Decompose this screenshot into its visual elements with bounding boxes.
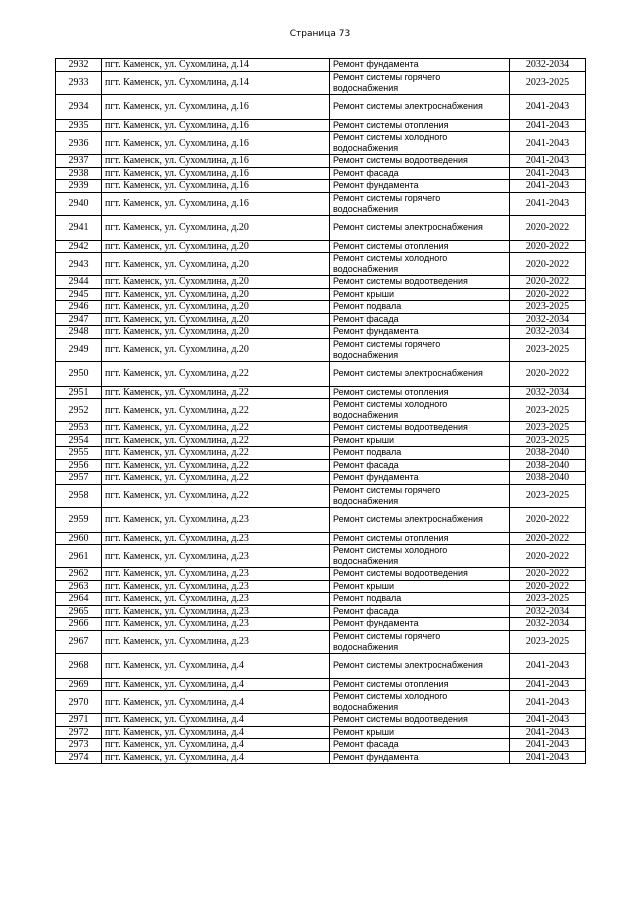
period-cell: 2032-2034 <box>510 605 586 618</box>
row-number-cell: 2944 <box>56 276 102 289</box>
work-type-cell: Ремонт системы водоотведения <box>330 422 510 435</box>
work-type-cell: Ремонт системы отопления <box>330 532 510 545</box>
period-cell: 2020-2022 <box>510 361 586 386</box>
table-row <box>56 568 586 581</box>
address-cell: пгт. Каменск, ул. Сухомлина, д.20 <box>102 276 330 289</box>
table-row <box>56 192 586 215</box>
address-cell: пгт. Каменск, ул. Сухомлина, д.16 <box>102 192 330 215</box>
table-row <box>56 59 586 72</box>
address-cell: пгт. Каменск, ул. Сухомлина, д.22 <box>102 434 330 447</box>
work-type-cell: Ремонт фундамента <box>330 618 510 631</box>
work-type-cell: Ремонт крыши <box>330 580 510 593</box>
row-number-cell: 2948 <box>56 326 102 339</box>
address-cell: пгт. Каменск, ул. Сухомлина, д.16 <box>102 94 330 119</box>
address-cell: пгт. Каменск, ул. Сухомлина, д.20 <box>102 313 330 326</box>
row-number-cell: 2938 <box>56 167 102 180</box>
row-number-cell: 2962 <box>56 568 102 581</box>
row-number-cell: 2933 <box>56 71 102 94</box>
period-cell: 2032-2034 <box>510 326 586 339</box>
period-cell: 2020-2022 <box>510 240 586 253</box>
address-cell: пгт. Каменск, ул. Сухомлина, д.22 <box>102 422 330 435</box>
period-cell: 2032-2034 <box>510 313 586 326</box>
work-type-cell: Ремонт подвала <box>330 593 510 606</box>
address-cell: пгт. Каменск, ул. Сухомлина, д.20 <box>102 301 330 314</box>
period-cell: 2023-2025 <box>510 71 586 94</box>
table-row <box>56 726 586 739</box>
table-row <box>56 215 586 240</box>
table-row <box>56 253 586 276</box>
row-number-cell: 2932 <box>56 59 102 72</box>
work-type-cell: Ремонт системы водоотведения <box>330 155 510 168</box>
work-type-cell: Ремонт системы отопления <box>330 386 510 399</box>
period-cell: 2041-2043 <box>510 192 586 215</box>
work-type-cell: Ремонт фундамента <box>330 59 510 72</box>
work-type-cell: Ремонт фасада <box>330 459 510 472</box>
table-row <box>56 155 586 168</box>
address-cell: пгт. Каменск, ул. Сухомлина, д.22 <box>102 484 330 507</box>
table-row <box>56 399 586 422</box>
table-row <box>56 459 586 472</box>
period-cell: 2041-2043 <box>510 653 586 678</box>
work-type-cell: Ремонт фундамента <box>330 472 510 485</box>
period-cell: 2023-2025 <box>510 422 586 435</box>
work-type-cell: Ремонт системы горячего водоснабжения <box>330 484 510 507</box>
work-type-cell: Ремонт системы электроснабжения <box>330 653 510 678</box>
period-cell: 2032-2034 <box>510 618 586 631</box>
row-number-cell: 2947 <box>56 313 102 326</box>
period-cell: 2023-2025 <box>510 630 586 653</box>
work-type-cell: Ремонт системы холодного водоснабжения <box>330 545 510 568</box>
table-row <box>56 71 586 94</box>
table-row <box>56 678 586 691</box>
period-cell: 2041-2043 <box>510 94 586 119</box>
table-row <box>56 630 586 653</box>
work-type-cell: Ремонт системы холодного водоснабжения <box>330 691 510 714</box>
work-type-cell: Ремонт системы водоотведения <box>330 568 510 581</box>
period-cell: 2023-2025 <box>510 338 586 361</box>
row-number-cell: 2943 <box>56 253 102 276</box>
table-row <box>56 276 586 289</box>
work-type-cell: Ремонт системы горячего водоснабжения <box>330 630 510 653</box>
address-cell: пгт. Каменск, ул. Сухомлина, д.22 <box>102 361 330 386</box>
period-cell: 2020-2022 <box>510 288 586 301</box>
period-cell: 2032-2034 <box>510 59 586 72</box>
row-number-cell: 2961 <box>56 545 102 568</box>
address-cell: пгт. Каменск, ул. Сухомлина, д.20 <box>102 326 330 339</box>
row-number-cell: 2966 <box>56 618 102 631</box>
work-type-cell: Ремонт фундамента <box>330 326 510 339</box>
table-row <box>56 714 586 727</box>
period-cell: 2023-2025 <box>510 399 586 422</box>
period-cell: 2020-2022 <box>510 568 586 581</box>
work-type-cell: Ремонт системы холодного водоснабжения <box>330 399 510 422</box>
address-cell: пгт. Каменск, ул. Сухомлина, д.4 <box>102 739 330 752</box>
address-cell: пгт. Каменск, ул. Сухомлина, д.23 <box>102 568 330 581</box>
period-cell: 2032-2034 <box>510 386 586 399</box>
period-cell: 2020-2022 <box>510 507 586 532</box>
address-cell: пгт. Каменск, ул. Сухомлина, д.20 <box>102 288 330 301</box>
address-cell: пгт. Каменск, ул. Сухомлина, д.23 <box>102 532 330 545</box>
row-number-cell: 2935 <box>56 119 102 132</box>
work-type-cell: Ремонт подвала <box>330 301 510 314</box>
period-cell: 2041-2043 <box>510 714 586 727</box>
row-number-cell: 2934 <box>56 94 102 119</box>
address-cell: пгт. Каменск, ул. Сухомлина, д.4 <box>102 751 330 764</box>
period-cell: 2023-2025 <box>510 593 586 606</box>
row-number-cell: 2958 <box>56 484 102 507</box>
row-number-cell: 2968 <box>56 653 102 678</box>
table-row <box>56 313 586 326</box>
table-row <box>56 167 586 180</box>
table-row <box>56 338 586 361</box>
address-cell: пгт. Каменск, ул. Сухомлина, д.4 <box>102 678 330 691</box>
row-number-cell: 2972 <box>56 726 102 739</box>
address-cell: пгт. Каменск, ул. Сухомлина, д.16 <box>102 155 330 168</box>
work-type-cell: Ремонт системы электроснабжения <box>330 361 510 386</box>
address-cell: пгт. Каменск, ул. Сухомлина, д.23 <box>102 618 330 631</box>
address-cell: пгт. Каменск, ул. Сухомлина, д.20 <box>102 253 330 276</box>
work-type-cell: Ремонт системы отопления <box>330 678 510 691</box>
table-row <box>56 605 586 618</box>
row-number-cell: 2946 <box>56 301 102 314</box>
period-cell: 2038-2040 <box>510 472 586 485</box>
work-type-cell: Ремонт системы горячего водоснабжения <box>330 71 510 94</box>
period-cell: 2041-2043 <box>510 739 586 752</box>
period-cell: 2041-2043 <box>510 119 586 132</box>
period-cell: 2020-2022 <box>510 276 586 289</box>
table-row <box>56 484 586 507</box>
row-number-cell: 2970 <box>56 691 102 714</box>
table-row <box>56 240 586 253</box>
work-type-cell: Ремонт системы электроснабжения <box>330 507 510 532</box>
table-row <box>56 94 586 119</box>
table-row <box>56 119 586 132</box>
work-type-cell: Ремонт крыши <box>330 726 510 739</box>
address-cell: пгт. Каменск, ул. Сухомлина, д.14 <box>102 59 330 72</box>
table-body <box>56 59 586 764</box>
row-number-cell: 2951 <box>56 386 102 399</box>
address-cell: пгт. Каменск, ул. Сухомлина, д.20 <box>102 240 330 253</box>
table-row <box>56 326 586 339</box>
row-number-cell: 2959 <box>56 507 102 532</box>
period-cell: 2020-2022 <box>510 545 586 568</box>
work-type-cell: Ремонт фасада <box>330 167 510 180</box>
table-row <box>56 739 586 752</box>
table-row <box>56 532 586 545</box>
row-number-cell: 2950 <box>56 361 102 386</box>
address-cell: пгт. Каменск, ул. Сухомлина, д.4 <box>102 726 330 739</box>
table-row <box>56 580 586 593</box>
table-row <box>56 545 586 568</box>
period-cell: 2020-2022 <box>510 580 586 593</box>
address-cell: пгт. Каменск, ул. Сухомлина, д.22 <box>102 386 330 399</box>
period-cell: 2038-2040 <box>510 447 586 460</box>
row-number-cell: 2939 <box>56 180 102 193</box>
period-cell: 2041-2043 <box>510 155 586 168</box>
table-row <box>56 653 586 678</box>
row-number-cell: 2953 <box>56 422 102 435</box>
address-cell: пгт. Каменск, ул. Сухомлина, д.22 <box>102 459 330 472</box>
row-number-cell: 2949 <box>56 338 102 361</box>
page-number-label: Страница 73 <box>289 29 351 39</box>
table-row <box>56 618 586 631</box>
period-cell: 2023-2025 <box>510 434 586 447</box>
work-type-cell: Ремонт подвала <box>330 447 510 460</box>
period-cell: 2041-2043 <box>510 751 586 764</box>
address-cell: пгт. Каменск, ул. Сухомлина, д.23 <box>102 630 330 653</box>
table-row <box>56 593 586 606</box>
address-cell: пгт. Каменск, ул. Сухомлина, д.22 <box>102 399 330 422</box>
work-type-cell: Ремонт фасада <box>330 313 510 326</box>
work-type-cell: Ремонт системы водоотведения <box>330 276 510 289</box>
table-row <box>56 288 586 301</box>
work-type-cell: Ремонт системы электроснабжения <box>330 94 510 119</box>
table-row <box>56 361 586 386</box>
table-row <box>56 507 586 532</box>
address-cell: пгт. Каменск, ул. Сухомлина, д.16 <box>102 167 330 180</box>
address-cell: пгт. Каменск, ул. Сухомлина, д.4 <box>102 653 330 678</box>
row-number-cell: 2952 <box>56 399 102 422</box>
period-cell: 2023-2025 <box>510 301 586 314</box>
row-number-cell: 2954 <box>56 434 102 447</box>
table-row <box>56 422 586 435</box>
address-cell: пгт. Каменск, ул. Сухомлина, д.14 <box>102 71 330 94</box>
table-row <box>56 472 586 485</box>
work-type-cell: Ремонт системы горячего водоснабжения <box>330 338 510 361</box>
work-type-cell: Ремонт фундамента <box>330 180 510 193</box>
period-cell: 2041-2043 <box>510 167 586 180</box>
address-cell: пгт. Каменск, ул. Сухомлина, д.23 <box>102 580 330 593</box>
row-number-cell: 2936 <box>56 132 102 155</box>
row-number-cell: 2945 <box>56 288 102 301</box>
address-cell: пгт. Каменск, ул. Сухомлина, д.22 <box>102 447 330 460</box>
row-number-cell: 2974 <box>56 751 102 764</box>
period-cell: 2023-2025 <box>510 484 586 507</box>
work-type-cell: Ремонт системы электроснабжения <box>330 215 510 240</box>
work-type-cell: Ремонт системы холодного водоснабжения <box>330 253 510 276</box>
work-type-cell: Ремонт системы горячего водоснабжения <box>330 192 510 215</box>
row-number-cell: 2941 <box>56 215 102 240</box>
work-type-cell: Ремонт системы отопления <box>330 119 510 132</box>
work-type-cell: Ремонт системы водоотведения <box>330 714 510 727</box>
table-row <box>56 447 586 460</box>
row-number-cell: 2963 <box>56 580 102 593</box>
period-cell: 2041-2043 <box>510 678 586 691</box>
row-number-cell: 2960 <box>56 532 102 545</box>
row-number-cell: 2971 <box>56 714 102 727</box>
row-number-cell: 2973 <box>56 739 102 752</box>
table-row <box>56 434 586 447</box>
table-row <box>56 386 586 399</box>
work-type-cell: Ремонт системы холодного водоснабжения <box>330 132 510 155</box>
work-type-cell: Ремонт фасада <box>330 739 510 752</box>
period-cell: 2020-2022 <box>510 215 586 240</box>
address-cell: пгт. Каменск, ул. Сухомлина, д.4 <box>102 714 330 727</box>
row-number-cell: 2969 <box>56 678 102 691</box>
period-cell: 2038-2040 <box>510 459 586 472</box>
work-type-cell: Ремонт крыши <box>330 434 510 447</box>
address-cell: пгт. Каменск, ул. Сухомлина, д.23 <box>102 605 330 618</box>
repair-schedule-table <box>55 58 586 764</box>
table-row <box>56 691 586 714</box>
period-cell: 2020-2022 <box>510 532 586 545</box>
period-cell: 2041-2043 <box>510 691 586 714</box>
work-type-cell: Ремонт крыши <box>330 288 510 301</box>
address-cell: пгт. Каменск, ул. Сухомлина, д.22 <box>102 472 330 485</box>
address-cell: пгт. Каменск, ул. Сухомлина, д.23 <box>102 593 330 606</box>
address-cell: пгт. Каменск, ул. Сухомлина, д.23 <box>102 545 330 568</box>
row-number-cell: 2957 <box>56 472 102 485</box>
row-number-cell: 2940 <box>56 192 102 215</box>
address-cell: пгт. Каменск, ул. Сухомлина, д.4 <box>102 691 330 714</box>
table-row <box>56 301 586 314</box>
address-cell: пгт. Каменск, ул. Сухомлина, д.16 <box>102 180 330 193</box>
address-cell: пгт. Каменск, ул. Сухомлина, д.20 <box>102 215 330 240</box>
period-cell: 2041-2043 <box>510 132 586 155</box>
period-cell: 2020-2022 <box>510 253 586 276</box>
row-number-cell: 2955 <box>56 447 102 460</box>
address-cell: пгт. Каменск, ул. Сухомлина, д.23 <box>102 507 330 532</box>
row-number-cell: 2964 <box>56 593 102 606</box>
work-type-cell: Ремонт фундамента <box>330 751 510 764</box>
row-number-cell: 2965 <box>56 605 102 618</box>
table-row <box>56 751 586 764</box>
row-number-cell: 2956 <box>56 459 102 472</box>
work-type-cell: Ремонт системы отопления <box>330 240 510 253</box>
work-type-cell: Ремонт фасада <box>330 605 510 618</box>
row-number-cell: 2937 <box>56 155 102 168</box>
row-number-cell: 2967 <box>56 630 102 653</box>
row-number-cell: 2942 <box>56 240 102 253</box>
table-row <box>56 180 586 193</box>
address-cell: пгт. Каменск, ул. Сухомлина, д.16 <box>102 132 330 155</box>
period-cell: 2041-2043 <box>510 726 586 739</box>
period-cell: 2041-2043 <box>510 180 586 193</box>
address-cell: пгт. Каменск, ул. Сухомлина, д.20 <box>102 338 330 361</box>
table-row <box>56 132 586 155</box>
address-cell: пгт. Каменск, ул. Сухомлина, д.16 <box>102 119 330 132</box>
